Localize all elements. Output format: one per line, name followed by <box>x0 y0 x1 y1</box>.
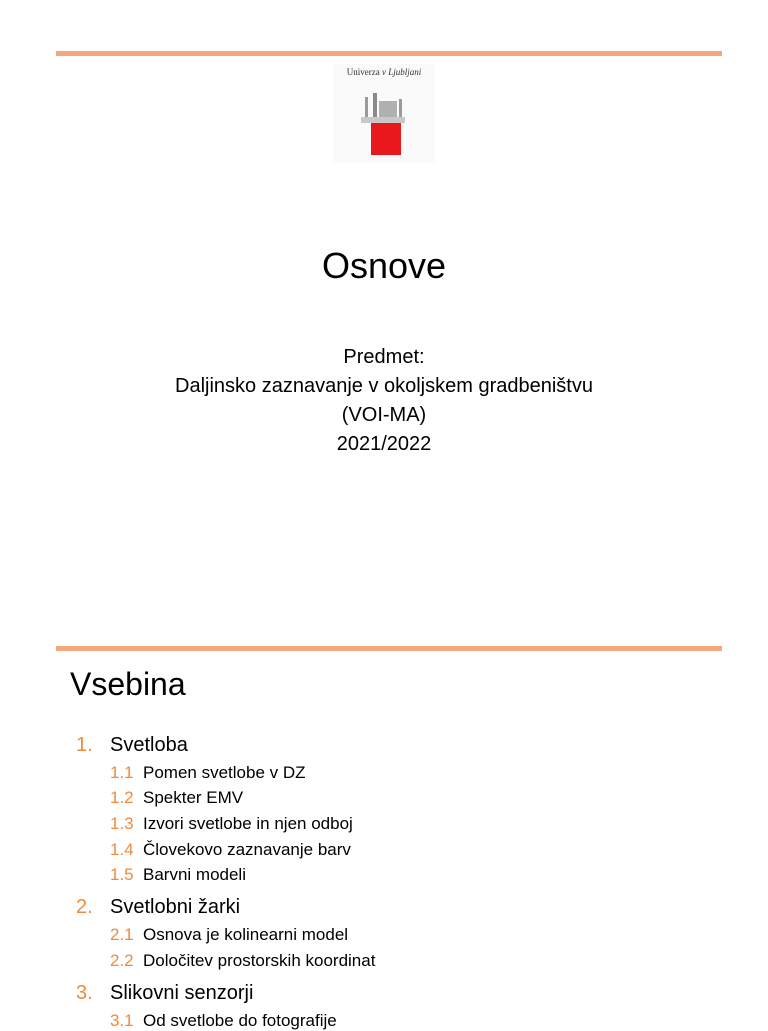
toc-item <box>76 808 736 834</box>
toc-item-number: 1.2 <box>110 788 134 808</box>
subtitle-year: 2021/2022 <box>336 433 432 455</box>
subtitle-block <box>0 343 768 459</box>
toc-item-number: 1.5 <box>110 865 134 885</box>
toc-section <box>76 893 736 919</box>
toc-section-label: Svetloba <box>110 734 188 756</box>
top-divider <box>56 51 722 56</box>
toc-item-number: 2.1 <box>110 925 134 945</box>
toc-item-number: 1.1 <box>110 762 134 782</box>
toc-item <box>76 783 736 809</box>
toc-section-label: Slikovni senzorji <box>110 981 254 1004</box>
toc-heading: Vsebina <box>70 666 186 702</box>
toc-item-number: 1.3 <box>110 814 134 834</box>
toc-item <box>76 919 736 945</box>
toc-item-label: Človekovo zaznavanje barv <box>143 839 351 859</box>
toc-item-label: Spekter EMV <box>143 788 244 808</box>
page-title: Osnove <box>321 245 447 286</box>
toc-section-number: 2. <box>76 896 93 919</box>
table-of-contents <box>76 731 736 1031</box>
university-logo <box>333 64 435 162</box>
toc-section-number: 1. <box>76 734 93 756</box>
toc-item-label: Izvori svetlobe in njen odboj <box>143 814 353 834</box>
subtitle-course-label: Predmet: <box>343 346 425 368</box>
toc-item-number: 2.2 <box>110 950 134 970</box>
toc-item-number: 3.1 <box>110 1010 134 1030</box>
toc-item-label: Osnova je kolinearni model <box>143 925 349 945</box>
toc-item-label: Pomen svetlobe v DZ <box>143 762 306 782</box>
logo-caption-prefix: Univerza <box>346 67 380 77</box>
toc-item <box>76 1005 736 1031</box>
toc-item-label: Od svetlobe do fotografije <box>143 1010 337 1030</box>
toc-item-number: 1.4 <box>110 839 134 859</box>
subtitle-course-code: (VOI-MA) <box>341 404 427 426</box>
toc-section <box>76 979 736 1005</box>
toc-section <box>76 731 736 757</box>
toc-item <box>76 860 736 886</box>
toc-item-label: Določitev prostorskih koordinat <box>143 950 376 970</box>
toc-item <box>76 757 736 783</box>
toc-item <box>76 834 736 860</box>
subtitle-course-name: Daljinsko zaznavanje v okoljskem gradbeništvu <box>175 375 593 397</box>
university-emblem-icon <box>353 91 415 157</box>
toc-section-number: 3. <box>76 981 93 1004</box>
toc-section-label: Svetlobni žarki <box>110 896 241 919</box>
logo-caption <box>333 67 435 77</box>
section-divider <box>56 646 722 651</box>
toc-item-label: Barvni modeli <box>143 865 246 885</box>
logo-caption-italic: v Ljubljani <box>381 67 422 77</box>
toc-item <box>76 945 736 971</box>
